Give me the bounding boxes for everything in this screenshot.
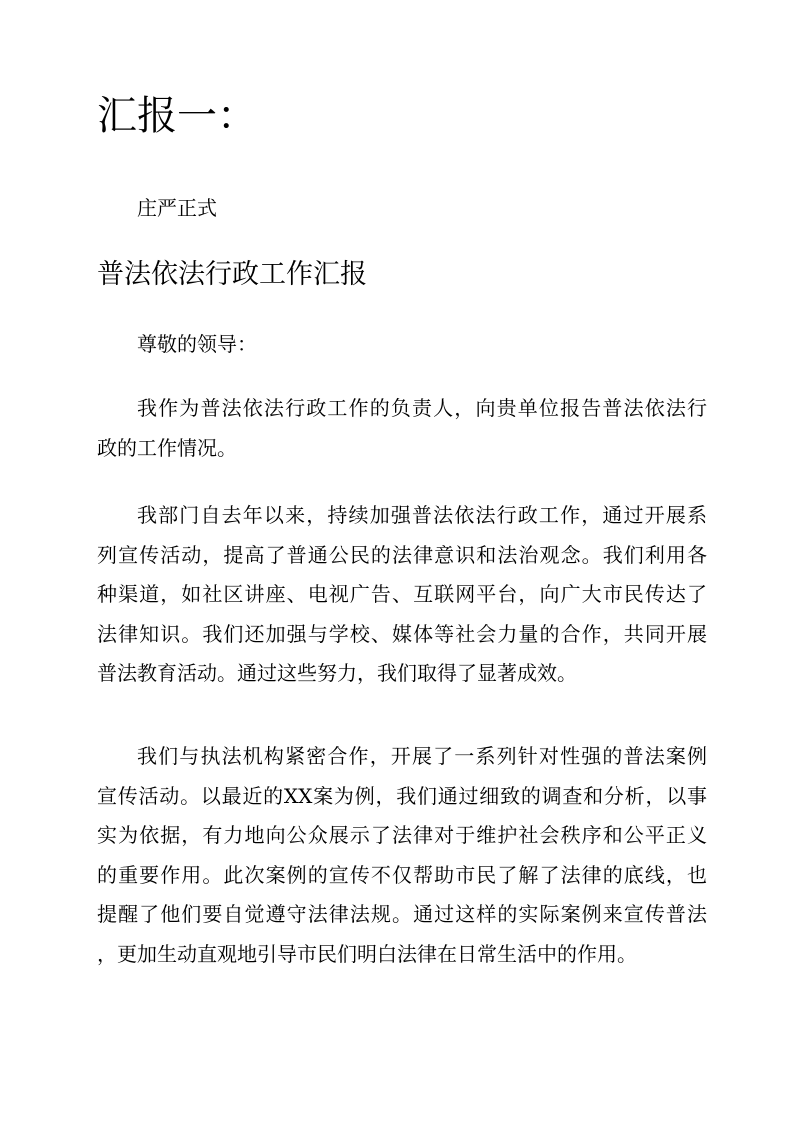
paragraph-line: 提醒了他们要自觉遵守法律法规。通过这样的实际案例来宣传普法 <box>97 902 707 926</box>
paragraph-1 <box>97 389 707 468</box>
document-title: 普法依法行政工作汇报 <box>97 259 367 290</box>
paragraph-line: 列宣传活动，提高了普通公民的法律意识和法治观念。我们利用各 <box>97 542 707 567</box>
paragraph-line: 普法教育活动。通过这些努力，我们取得了显著成效。 <box>97 661 577 685</box>
section-heading: 汇报一： <box>97 93 257 139</box>
paragraph-line: 实为依据，有力地向公众展示了法律对于维护社会秩序和公平正义 <box>97 823 707 847</box>
paragraph-line: 我部门自去年以来，持续加强普法依法行政工作，通过开展系 <box>137 503 707 527</box>
paragraph-2 <box>97 496 707 694</box>
paragraph-line: 法律知识。我们还加强与学校、媒体等社会力量的合作，共同开展 <box>97 621 707 646</box>
paragraph-line: 的重要作用。此次案例的宣传不仅帮助市民了解了法律的底线，也 <box>97 862 707 887</box>
tone-note: 庄严正式 <box>137 196 217 220</box>
salutation: 尊敬的领导： <box>137 332 257 356</box>
paragraph-line: 宣传活动。以最近的XX案为例，我们通过细致的调查和分析，以事 <box>97 783 707 808</box>
paragraph-line: 政的工作情况。 <box>97 435 237 460</box>
paragraph-line: 我们与执法机构紧密合作，开展了一系列针对性强的普法案例 <box>137 744 707 768</box>
paragraph-line: 我作为普法依法行政工作的负责人，向贵单位报告普法依法行 <box>137 396 707 420</box>
paragraph-3 <box>97 737 707 974</box>
paragraph-line: ，更加生动直观地引导市民们明白法律在日常生活中的作用。 <box>97 941 637 966</box>
paragraph-line: 种渠道，如社区讲座、电视广告、互联网平台，向广大市民传达了 <box>97 582 707 606</box>
